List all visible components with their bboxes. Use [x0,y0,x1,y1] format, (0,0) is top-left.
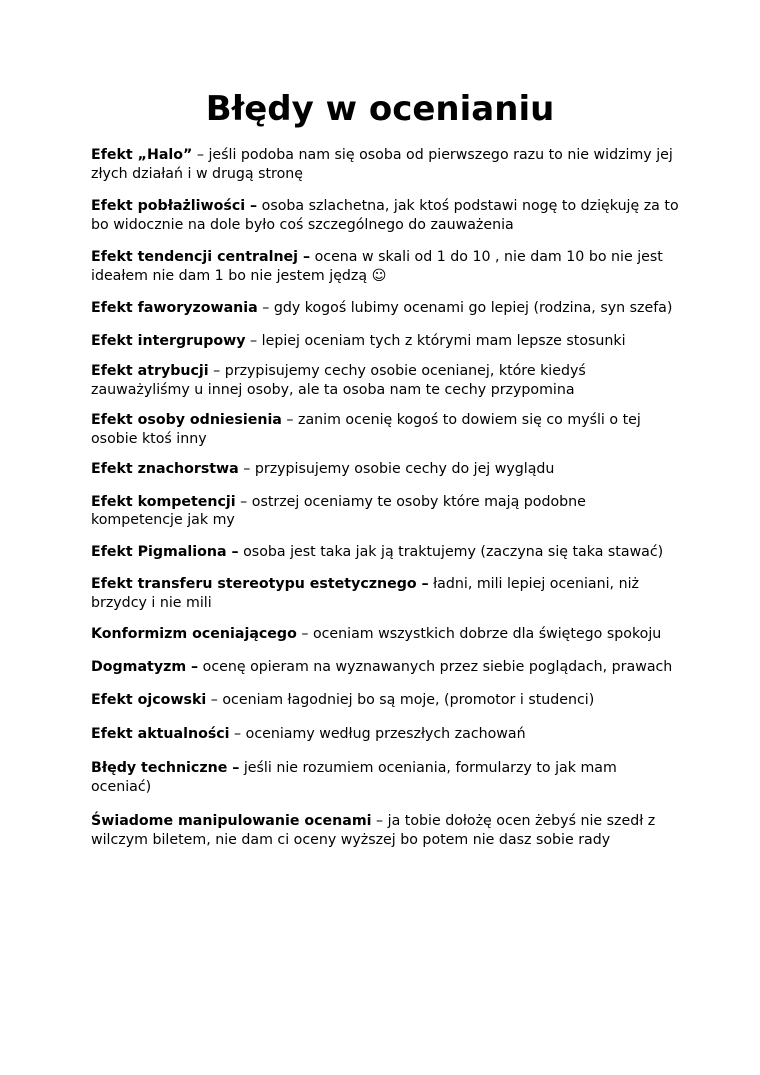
entry-term: Efekt transferu stereotypu estetycznego – [91,576,429,592]
entry-description: – oceniamy według przeszłych zachowań [229,725,526,742]
entry-term: Efekt kompetencji [91,493,236,510]
entry-term: Efekt znachorstwa [91,461,239,477]
list-item [91,543,681,562]
entry-term: Efekt osoby odniesienia [91,412,282,428]
entry-description: osoba szlachetna, jak ktoś podstawi nogę to dziękuję za to bo widocznie na dole było coś szczególnego do zauważenia [91,198,679,233]
entry-term: Efekt ojcowski [91,692,207,708]
entry-description: ocenę opieram na wyznawanych przez siebie poglądach, prawach [198,658,673,675]
entry-term: Efekt faworyzowania [91,300,258,316]
entry-term: Efekt „Halo” [91,147,193,163]
entry-term: Efekt aktualności [91,725,230,742]
entry-term: Efekt atrybucji [91,363,209,379]
list-item [91,575,681,612]
entry-term: Efekt pobłażliwości – [91,198,258,214]
entry-term: Błędy techniczne – [91,760,240,776]
entry-description: – ostrzej oceniamy te osoby które mają podobne kompetencje jak my [91,493,586,528]
entry-term: Świadome manipulowanie ocenami [91,813,372,829]
list-item [91,197,681,234]
entry-term: Efekt intergrupowy [91,332,246,349]
list-item [91,493,681,530]
list-item [91,362,681,399]
entry-term: Efekt tendencji centralnej – [91,249,311,265]
entry-description: ładni, mili lepiej oceniani, niż brzydcy i nie mili [91,576,639,611]
list-item [91,332,681,351]
list-item [91,299,681,318]
entry-description: osoba jest taka jak ją traktujemy (zaczyna się taka stawać) [238,543,664,560]
entry-term: Dogmatyzm – [91,658,199,675]
entry-term: Konformizm oceniającego [91,626,297,642]
entry-description: ocena w skali od 1 do 10 , nie dam 10 bo nie jest ideałem nie dam 1 bo nie jestem jędzą ☺ [91,249,663,284]
entry-description: – zanim ocenię kogoś to dowiem się co myśli o tej osobie ktoś inny [91,412,641,447]
list-item [91,658,681,677]
entries-list [91,146,681,849]
list-item [91,691,681,710]
entry-description: – ja tobie dołożę ocen żebyś nie szedł z wilczym biletem, nie dam ci oceny wyższej bo potem nie dasz sobie rady [91,813,656,848]
entry-description: – jeśli podoba nam się osoba od pierwszego razu to nie widzimy jej złych działań i w drugą stronę [91,147,673,182]
list-item [91,411,681,448]
list-item [91,725,681,744]
list-item [91,460,681,479]
entry-description: – lepiej oceniam tych z którymi mam lepsze stosunki [245,332,626,349]
entry-term: Efekt Pigmaliona – [91,543,239,560]
entry-description: – oceniam łagodniej bo są moje, (promotor i studenci) [206,692,595,708]
entry-description: – gdy kogoś lubimy ocenami go lepiej (rodzina, syn szefa) [257,300,673,316]
list-item [91,248,681,285]
list-item [91,625,681,644]
list-item [91,146,681,183]
entry-description: jeśli nie rozumiem oceniania, formularzy to jak mam oceniać) [91,760,617,795]
document-title: Błędy w ocenianiu [205,89,555,129]
list-item [91,759,681,796]
list-item [91,812,681,849]
entry-description: – oceniam wszystkich dobrze dla świętego spokoju [296,626,662,642]
entry-description: – przypisujemy osobie cechy do jej wyglądu [238,461,555,477]
entry-description: – przypisujemy cechy osobie ocenianej, które kiedyś zauważyliśmy u innej osoby, ale ta osoba nam te cechy przypomina [91,363,586,398]
